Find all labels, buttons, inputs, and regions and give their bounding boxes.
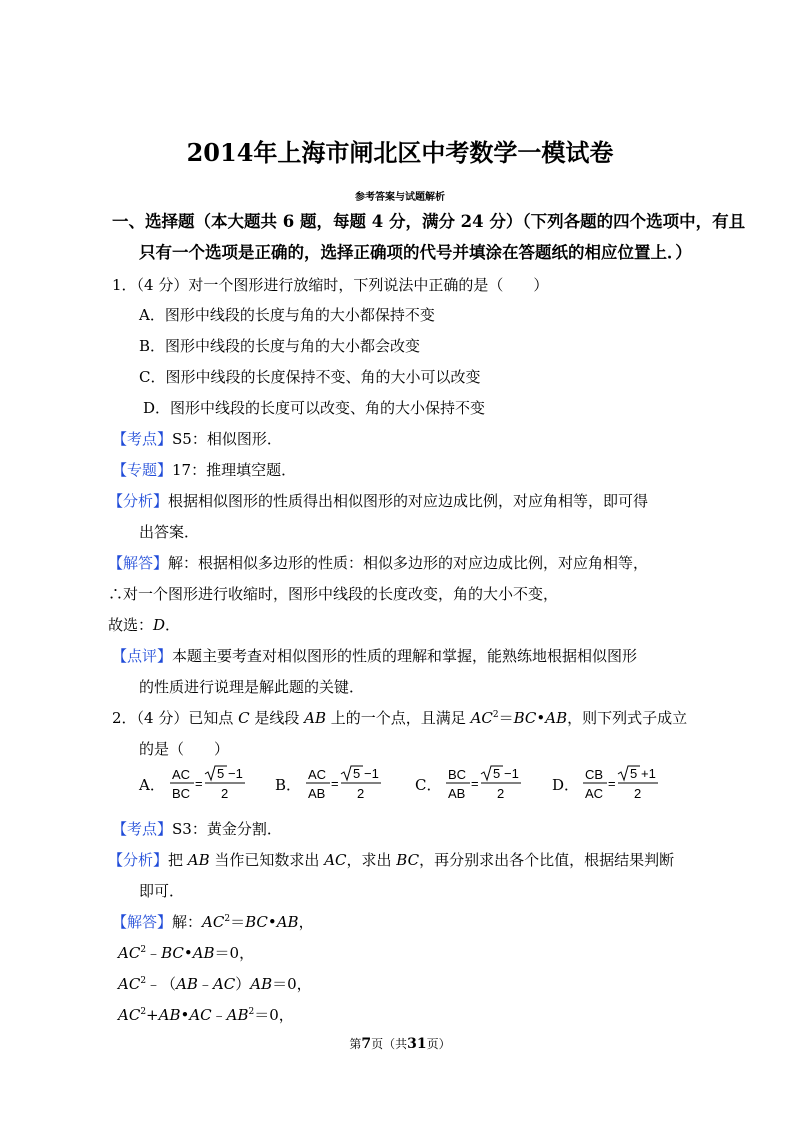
zhuanti-tag: 【专题】 [112,461,173,479]
svg-text:=: = [331,776,339,791]
q1-option-a: A．图形中线段的长度与角的大小都保持不变 [139,306,435,324]
section-heading-line2: 只有一个选项是正确的，选择正确项的代号并填涂在答题纸的相应位置上．） [139,243,692,262]
q1-fenxi-line1: 【分析】根据相似图形的性质得出相似图形的对应边成比例，对应角相等，即可得 [108,492,649,510]
q2-jieda-line1: 【解答】解：$AC^2=BC•AB$， [112,913,314,931]
q1-zhuanti: 【专题】17：推理填空题． [112,461,297,479]
section-heading-line1: 一、选择题（本大题共 6 题，每题 4 分，满分 24 分）（下列各题的四个选项中，有且 [112,212,746,231]
q2-fenxi-line2: 即可． [139,882,185,900]
q1-option-d: D．图形中线段的长度可以改变、角的大小保持不变 [143,399,486,417]
svg-text:=: = [195,776,203,791]
frac-op: −1 [228,766,243,781]
q2-fenxi-line1: 【分析】把 AB 当作已知数求出 AC，求出 BC，再分别求出各个比值，根据结果判断 [108,851,675,869]
q1-option-c: C．图形中线段的长度保持不变、角的大小可以改变 [139,368,481,386]
frac-op: −1 [364,766,379,781]
frac-den: BC [172,786,191,801]
svg-text:=: = [608,776,616,791]
frac-rden: 2 [497,786,505,801]
q2-equation-2: $AC^2﹣BC•AB=0$， [118,944,255,962]
kaodian-tag: 【考点】 [112,430,173,448]
q2-option-b-formula [305,764,410,804]
q1-dianping-line1: 【点评】本题主要考查对相似图形的性质的理解和掌握，能熟练地根据相似图形 [112,647,638,665]
frac-den: AB [308,786,326,801]
frac-rden: 2 [221,786,229,801]
q1-option-b: B．图形中线段的长度与角的大小都会改变 [139,337,421,355]
frac-root: 5 [493,766,501,781]
frac-rden: 2 [357,786,365,801]
q1-jieda-line2: ∴对一个图形进行收缩时，图形中线段的长度改变，角的大小不变， [108,585,559,603]
page-number: 7 [361,1036,372,1052]
q1-dianping-line2: 的性质进行说理是解此题的关键． [139,678,365,696]
page-total: 31 [407,1036,427,1052]
q2-option-d-formula [582,764,687,804]
frac-op: +1 [641,766,656,781]
fenxi-tag: 【分析】 [108,851,169,869]
q2-kaodian: 【考点】S3：黄金分割． [112,820,282,838]
q2-option-a-formula [169,764,274,804]
q2-options: A． AC BC = 5 −1 2 B． AC AB = 5 −1 2 C． BC AB = 5 −1 2 D． CB AC = 5 +1 2 [139,762,679,806]
frac-num: AC [308,767,327,782]
q1-fenxi-line2: 出答案． [139,523,200,541]
frac-rden: 2 [634,786,642,801]
jieda-tag: 【解答】 [108,554,169,572]
frac-op: −1 [504,766,519,781]
q2-stem-line2: 的是（ ） [139,740,230,758]
frac-root: 5 [217,766,225,781]
q1-stem: 1．（4 分）对一个图形进行放缩时，下列说法中正确的是（ ） [112,276,549,294]
fenxi-tag: 【分析】 [108,492,169,510]
frac-num: BC [448,767,467,782]
page-title: 2014年上海市闸北区中考数学一模试卷 [186,138,614,167]
frac-num: AC [172,767,191,782]
q2-equation-3: $AC^2﹣(AB﹣AC)AB=0$， [118,975,312,993]
kaodian-tag: 【考点】 [112,820,173,838]
frac-den: AC [585,786,604,801]
page-footer: 第7页（共31页） [349,1036,451,1052]
q2-option-c-formula [445,764,550,804]
page-subtitle: 参考答案与试题解析 [355,192,445,203]
frac-den: AB [448,786,466,801]
svg-text:=: = [471,776,479,791]
q1-kaodian: 【考点】S5：相似图形． [112,430,282,448]
jieda-tag: 【解答】 [112,913,173,931]
frac-root: 5 [630,766,638,781]
q2-equation-4: $AC^2+AB•AC﹣AB^2=0$， [118,1006,294,1024]
q2-stem-line1: 2．（4 分）已知点 C 是线段 AB 上的一个点，且满足 $AC^2=BC•AB$，则下列式子成立 [112,709,688,727]
dianping-tag: 【点评】 [112,647,173,665]
frac-root: 5 [353,766,361,781]
frac-num: CB [585,767,604,782]
q1-jieda-line3: 故选：D． [108,616,181,634]
q1-jieda-line1: 【解答】解：根据相似多边形的性质：相似多边形的对应边成比例，对应角相等， [108,554,649,572]
